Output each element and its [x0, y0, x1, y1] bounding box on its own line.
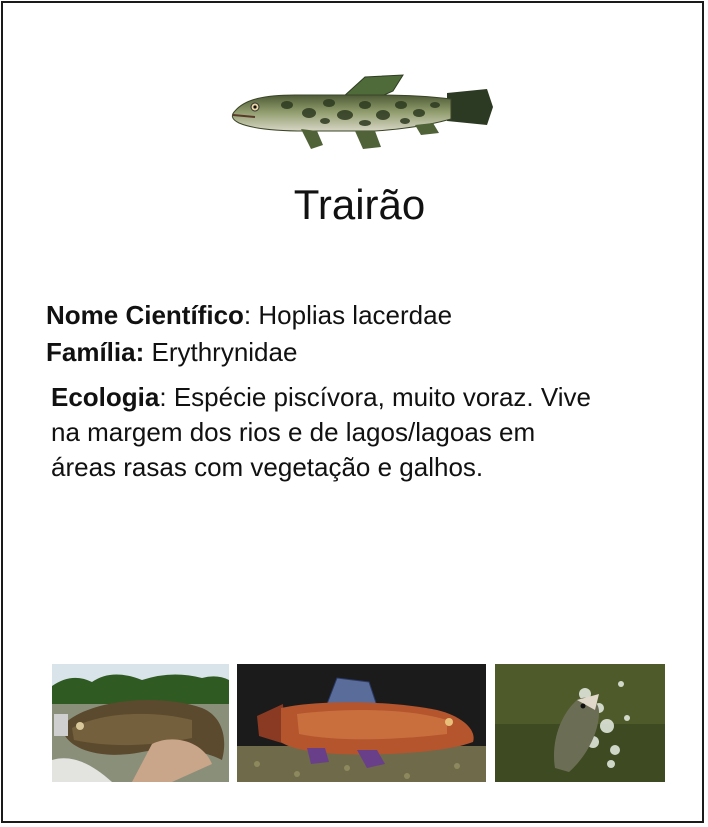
ecology-text-2: na margem dos rios e de lagos/lagoas em [51, 417, 536, 447]
ecology-line [51, 380, 691, 415]
fish-illustration [225, 69, 497, 161]
ecology-text-3: áreas rasas com vegetação e galhos. [51, 452, 484, 482]
ecology-separator: : [159, 382, 174, 412]
ecology-text-1: Espécie piscívora, muito voraz. Vive [173, 382, 591, 412]
scientific-name-row [46, 299, 452, 331]
photo-fish-jumping-water [495, 664, 665, 782]
family-label: Família: [46, 337, 145, 367]
scientific-name-label: Nome Científico [46, 300, 244, 330]
photo-fisherman-holding-fish [52, 664, 229, 782]
family-row [46, 336, 297, 368]
species-card [1, 1, 704, 823]
photo-trairao-aquarium [237, 664, 486, 782]
scientific-name-separator: : [243, 300, 259, 330]
ecology-label: Ecologia [51, 382, 160, 412]
scientific-name-value: Hoplias lacerdae [258, 300, 453, 330]
species-title: Trairão [293, 181, 426, 228]
family-value: Erythrynidae [144, 337, 298, 367]
ecology-section [51, 380, 691, 485]
